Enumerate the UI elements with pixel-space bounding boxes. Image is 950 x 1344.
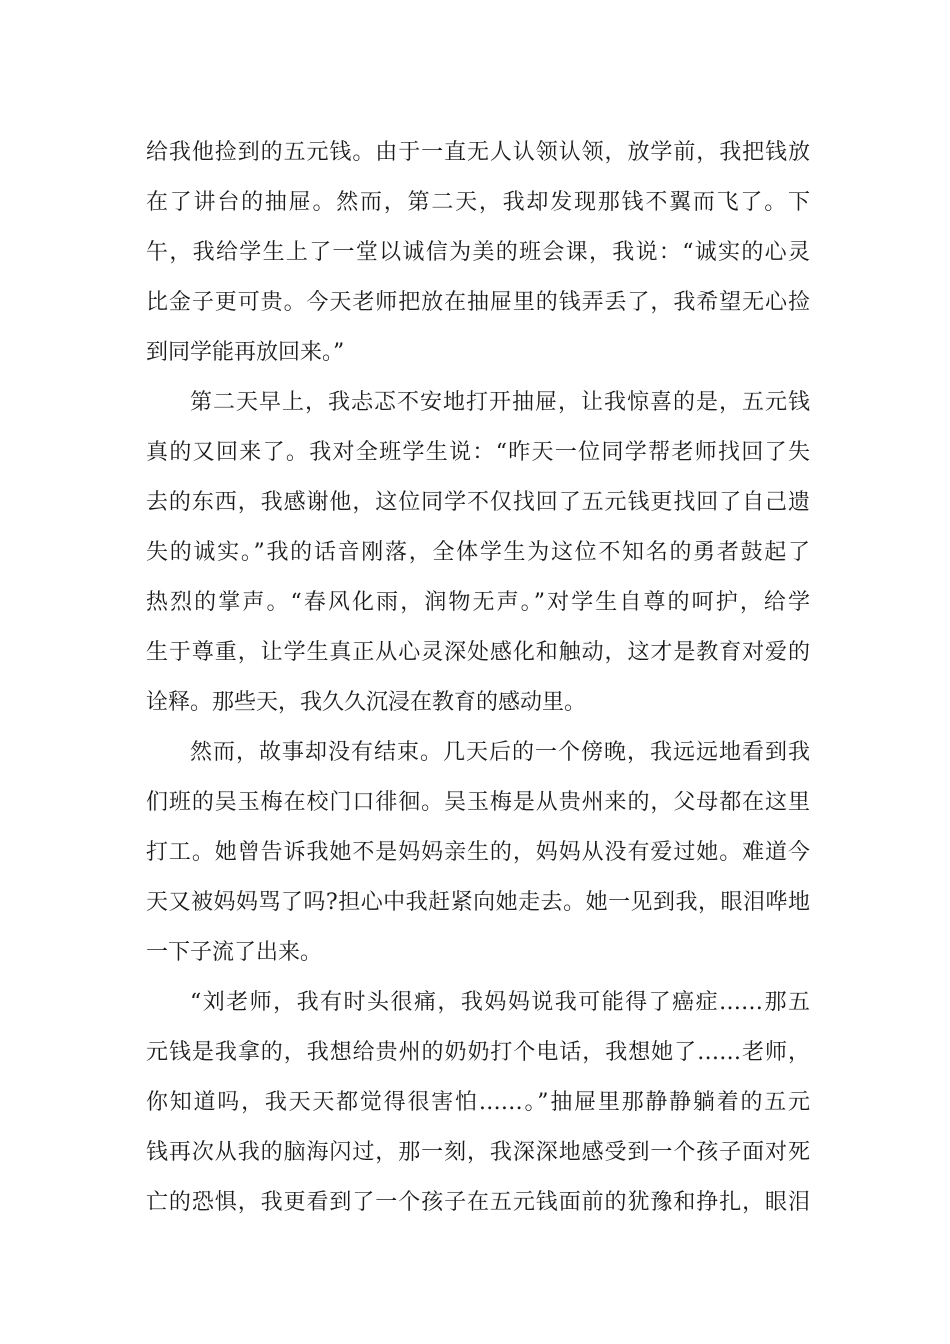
document-body: [146, 128, 810, 1228]
text-line: 到同学能再放回来。”: [146, 340, 345, 365]
text-line: 们班的吴玉梅在校门口徘徊。吴玉梅是从贵州来的，父母都在这里: [146, 790, 810, 815]
text-line: 你知道吗，我天天都觉得很害怕……。”抽屉里那静静躺着的五元: [146, 1090, 810, 1115]
text-line: 打工。她曾告诉我她不是妈妈亲生的，妈妈从没有爱过她。难道今: [146, 840, 810, 865]
text-line: 一下子流了出来。: [146, 940, 323, 965]
text-line: 诠释。那些天，我久久沉浸在教育的感动里。: [146, 690, 587, 715]
paragraph-first-line: 第二天早上，我忐忑不安地打开抽屉，让我惊喜的是，五元钱: [190, 390, 810, 415]
text-line: 在了讲台的抽屉。然而，第二天，我却发现那钱不翼而飞了。下: [146, 190, 810, 215]
text-line: 去的东西，我感谢他，这位同学不仅找回了五元钱更找回了自己遗: [146, 490, 810, 515]
text-line: 真的又回来了。我对全班学生说：“昨天一位同学帮老师找回了失: [146, 440, 810, 465]
paragraph-first-line: 然而，故事却没有结束。几天后的一个傍晚，我远远地看到我: [190, 740, 810, 765]
text-line: 失的诚实。”我的话音刚落，全体学生为这位不知名的勇者鼓起了: [146, 540, 810, 565]
text-line: 钱再次从我的脑海闪过，那一刻，我深深地感受到一个孩子面对死: [146, 1140, 810, 1165]
text-line: 元钱是我拿的，我想给贵州的奶奶打个电话，我想她了……老师，: [146, 1040, 810, 1065]
text-line: 比金子更可贵。今天老师把放在抽屉里的钱弄丢了，我希望无心捡: [146, 290, 810, 315]
text-line: 午，我给学生上了一堂以诚信为美的班会课，我说：“诚实的心灵: [146, 240, 810, 265]
text-line: 亡的恐惧，我更看到了一个孩子在五元钱面前的犹豫和挣扎，眼泪: [146, 1190, 810, 1215]
text-line: 给我他捡到的五元钱。由于一直无人认领认领，放学前，我把钱放: [146, 140, 810, 165]
text-line: 天又被妈妈骂了吗?担心中我赶紧向她走去。她一见到我，眼泪哗地: [146, 890, 810, 915]
paragraph-first-line: “刘老师，我有时头很痛，我妈妈说我可能得了癌症……那五: [190, 990, 810, 1015]
text-line: 生于尊重，让学生真正从心灵深处感化和触动，这才是教育对爱的: [146, 640, 810, 665]
text-line: 热烈的掌声。“春风化雨，润物无声。”对学生自尊的呵护，给学: [146, 590, 810, 615]
